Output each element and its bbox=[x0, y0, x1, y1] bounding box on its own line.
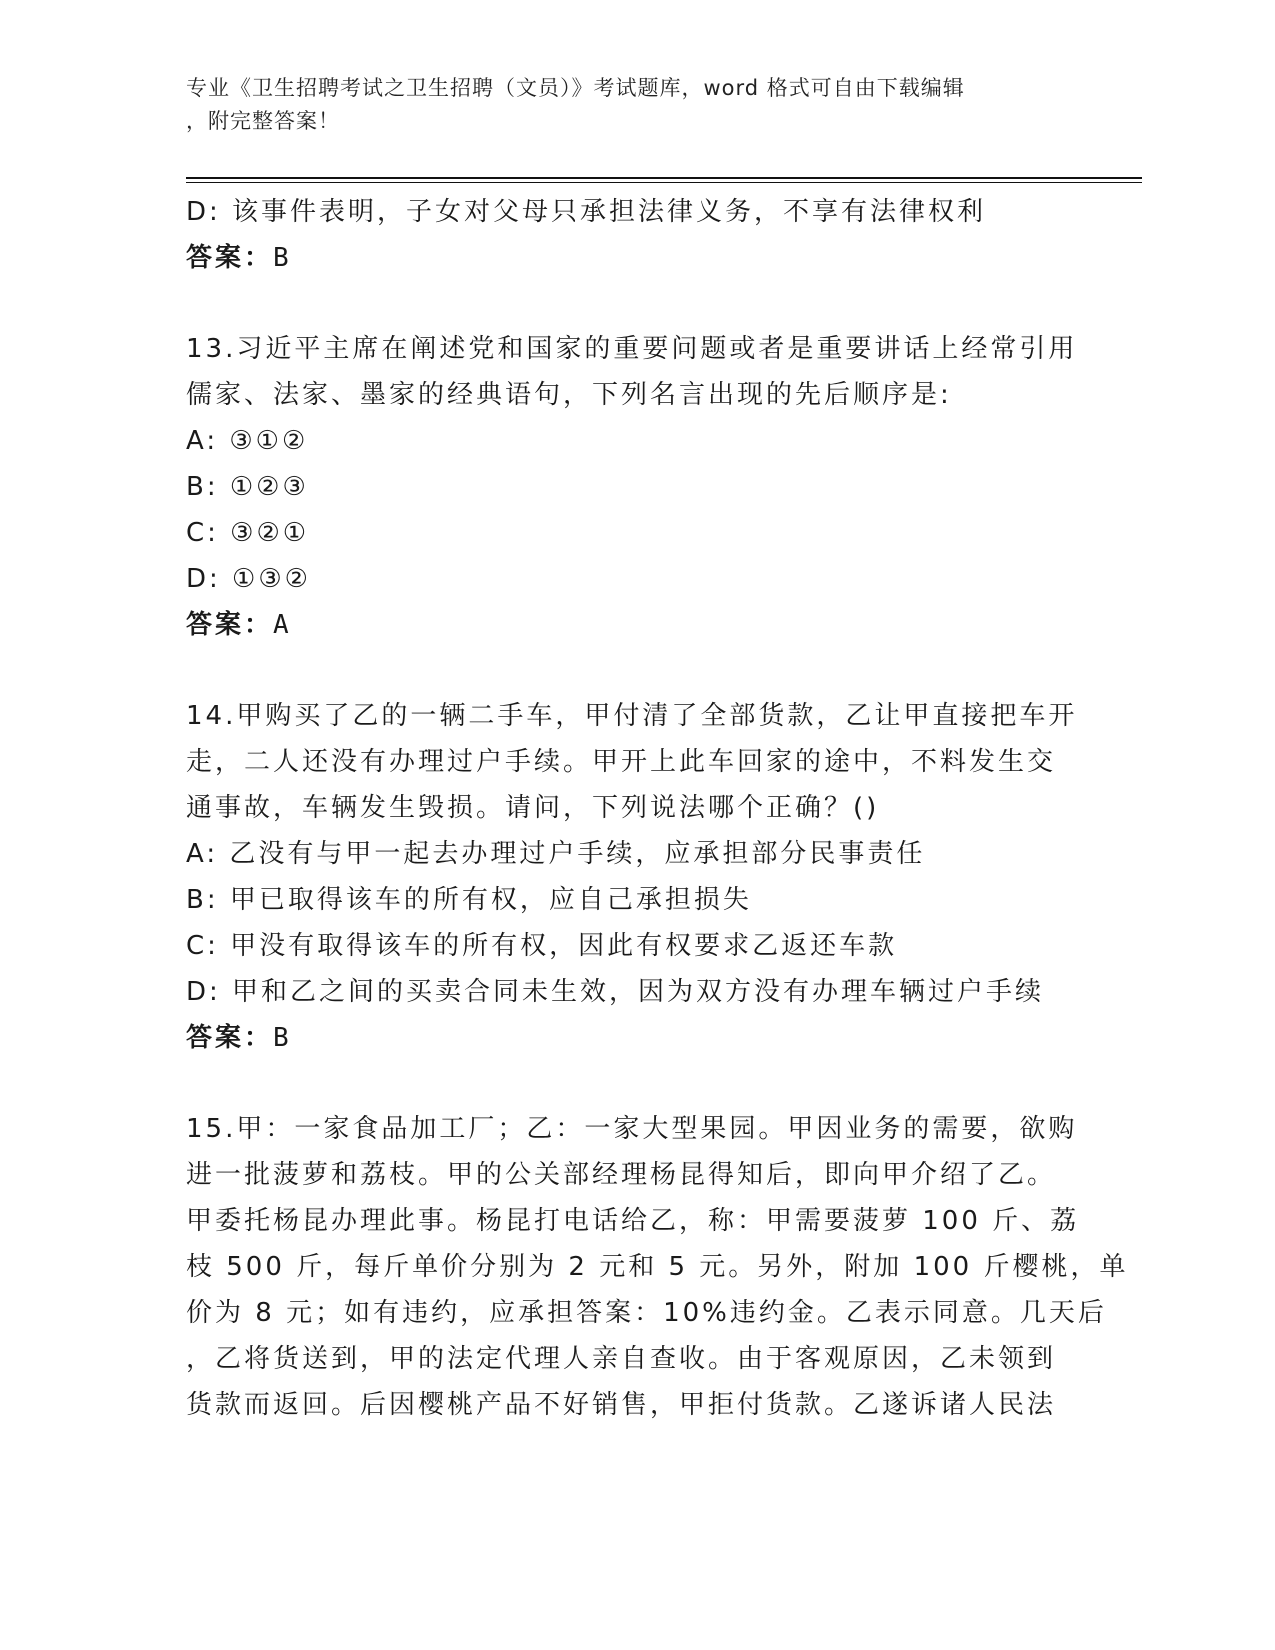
answer-line bbox=[186, 1015, 1126, 1061]
question-stem-line: 14.甲购买了乙的一辆二手车，甲付清了全部货款，乙让甲直接把车开 bbox=[186, 701, 1078, 731]
answer-label: 答案： bbox=[186, 610, 274, 640]
answer-value: B bbox=[273, 243, 290, 273]
answer-line bbox=[186, 602, 1126, 648]
question-stem-line: 13.习近平主席在阐述党和国家的重要问题或者是重要讲话上经常引用 bbox=[186, 334, 1078, 364]
spacer bbox=[186, 1061, 1126, 1106]
question-stem-line: 枝 500 斤，每斤单价分别为 2 元和 5 元。另外，附加 100 斤樱桃，单 bbox=[186, 1252, 1129, 1282]
question-stem-line: 走，二人还没有办理过户手续。甲开上此车回家的途中，不料发生交 bbox=[186, 747, 1057, 777]
document-header bbox=[186, 72, 1086, 138]
question-15 bbox=[186, 1106, 1129, 1428]
header-title-line-1: 专业《卫生招聘考试之卫生招聘（文员）》考试题库，word 格式可自由下载编辑 bbox=[186, 76, 965, 100]
spacer bbox=[186, 648, 1126, 693]
header-divider-thick bbox=[186, 177, 1142, 179]
question-stem-line: 货款而返回。后因樱桃产品不好销售，甲拒付货款。乙遂诉诸人民法 bbox=[186, 1390, 1057, 1420]
question-12-tail bbox=[186, 189, 1126, 281]
question-stem-line: 甲委托杨昆办理此事。杨昆打电话给乙，称：甲需要菠萝 100 斤、荔 bbox=[186, 1206, 1080, 1236]
header-divider-thin bbox=[186, 182, 1142, 183]
question-stem-line: 进一批菠萝和荔枝。甲的公关部经理杨昆得知后，即向甲介绍了乙。 bbox=[186, 1160, 1057, 1190]
option-d: D: 该事件表明，子女对父母只承担法律义务，不享有法律权利 bbox=[186, 197, 987, 227]
answer-line bbox=[186, 235, 1126, 281]
question-stem-line: 儒家、法家、墨家的经典语句，下列名言出现的先后顺序是: bbox=[186, 380, 952, 410]
option-d: D: 甲和乙之间的买卖合同未生效，因为双方没有办理车辆过户手续 bbox=[186, 977, 1045, 1007]
answer-label: 答案： bbox=[186, 243, 274, 273]
question-stem-line: 15.甲：一家食品加工厂；乙：一家大型果园。甲因业务的需要，欲购 bbox=[186, 1114, 1078, 1144]
option-b: B: ①②③ bbox=[186, 472, 309, 502]
spacer bbox=[186, 281, 1126, 326]
question-stem-line: 价为 8 元；如有违约，应承担答案：10%违约金。乙表示同意。几天后 bbox=[186, 1298, 1107, 1328]
answer-value: A bbox=[273, 610, 290, 640]
option-c: C: ③②① bbox=[186, 518, 310, 548]
option-b: B: 甲已取得该车的所有权，应自己承担损失 bbox=[186, 885, 752, 915]
answer-value: B bbox=[273, 1023, 290, 1053]
question-stem-line: ，乙将货送到，甲的法定代理人亲自查收。由于客观原因，乙未领到 bbox=[186, 1344, 1057, 1374]
question-13 bbox=[186, 326, 1126, 648]
option-d: D: ①③② bbox=[186, 564, 311, 594]
document-body bbox=[186, 189, 1129, 1428]
header-title-line-2: ，附完整答案！ bbox=[186, 109, 340, 133]
question-stem-line: 通事故，车辆发生毁损。请问，下列说法哪个正确？() bbox=[186, 793, 880, 823]
option-a: A: ③①② bbox=[186, 426, 309, 456]
question-14 bbox=[186, 693, 1126, 1061]
option-c: C: 甲没有取得该车的所有权，因此有权要求乙返还车款 bbox=[186, 931, 898, 961]
answer-label: 答案： bbox=[186, 1023, 274, 1053]
option-a: A: 乙没有与甲一起去办理过户手续，应承担部分民事责任 bbox=[186, 839, 926, 869]
